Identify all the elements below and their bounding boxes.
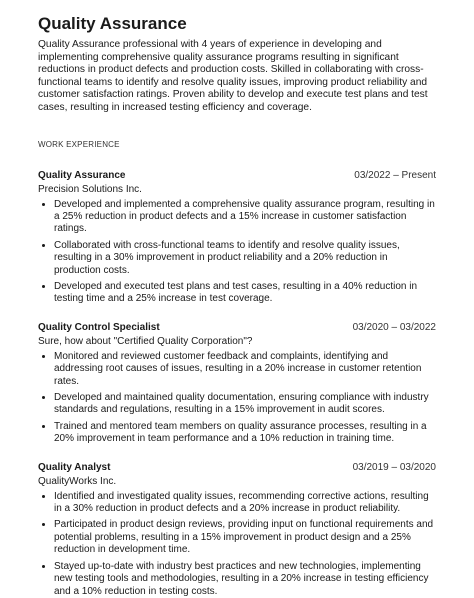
company-name: QualityWorks Inc. [38, 475, 117, 487]
bullet-item: • Developed and executed test plans and test cases, resulting in a 40% reduction in testing time and a 25% increase in test coverage. [54, 281, 436, 306]
job-entry [38, 170, 436, 306]
bullet-item: • Stayed up-to-date with industry best practices and new technologies, implementing new testing tools and methodologies, resulting in a 20% increase in testing efficiency and a 10% reduction in testing costs. [54, 561, 436, 598]
summary-paragraph: Quality Assurance professional with 4 years of experience in developing and implementing comprehensive quality assurance programs resulting in significant reductions in product defects and production costs. Skilled in collaborating with cross-functional teams to identify and resolve quality issues, improving product reliability and customer satisfaction ratings. Proven ability to develop and execute test plans and test cases, resulting in increased testing efficiency and coverage. [38, 39, 428, 113]
job-title: Quality Assurance [38, 169, 126, 181]
job-dates: 03/2019 – 03/2020 [352, 461, 436, 473]
company-name: Sure, how about "Certified Quality Corporation"? [38, 335, 253, 347]
resume-name: Quality Assurance [38, 14, 187, 33]
job-bullets [38, 491, 436, 598]
bullet-item: • Identified and investigated quality issues, recommending corrective actions, resulting in a 30% reduction in product defects and a 20% increase in product reliability. [54, 491, 436, 516]
job-bullets [38, 351, 436, 446]
job-title: Quality Control Specialist [38, 321, 160, 333]
job-dates: 03/2022 – Present [354, 169, 436, 181]
bullet-item: • Developed and maintained quality documentation, ensuring compliance with industry standards and regulations, resulting in a 15% improvement in audit scores. [54, 392, 436, 417]
section-heading-work-experience: WORK EXPERIENCE [38, 139, 120, 149]
job-bullets [38, 199, 436, 306]
job-header [38, 170, 436, 182]
bullet-item: • Collaborated with cross-functional teams to identify and resolve quality issues, resulting in a 30% improvement in product reliability and a 20% reduction in production costs. [54, 240, 436, 277]
bullet-item: • Monitored and reviewed customer feedback and complaints, identifying and addressing root causes of issues, resulting in a 20% increase in customer retention rates. [54, 351, 436, 388]
job-header [38, 322, 436, 334]
job-entry [38, 462, 436, 598]
job-header [38, 462, 436, 474]
company-name: Precision Solutions Inc. [38, 183, 142, 195]
bullet-item: • Participated in product design reviews, providing input on functional requirements and potential problems, resulting in a 15% improvement in product design and a 25% reduction in development time. [54, 519, 436, 556]
bullet-item: • Developed and implemented a comprehensive quality assurance program, resulting in a 25% reduction in product defects and a 15% increase in customer satisfaction ratings. [54, 199, 436, 236]
job-dates: 03/2020 – 03/2022 [352, 321, 436, 333]
job-entry [38, 322, 436, 446]
bullet-item: • Trained and mentored team members on quality assurance processes, resulting in a 20% improvement in team performance and a 10% reduction in training time. [54, 421, 436, 446]
job-title: Quality Analyst [38, 461, 111, 473]
